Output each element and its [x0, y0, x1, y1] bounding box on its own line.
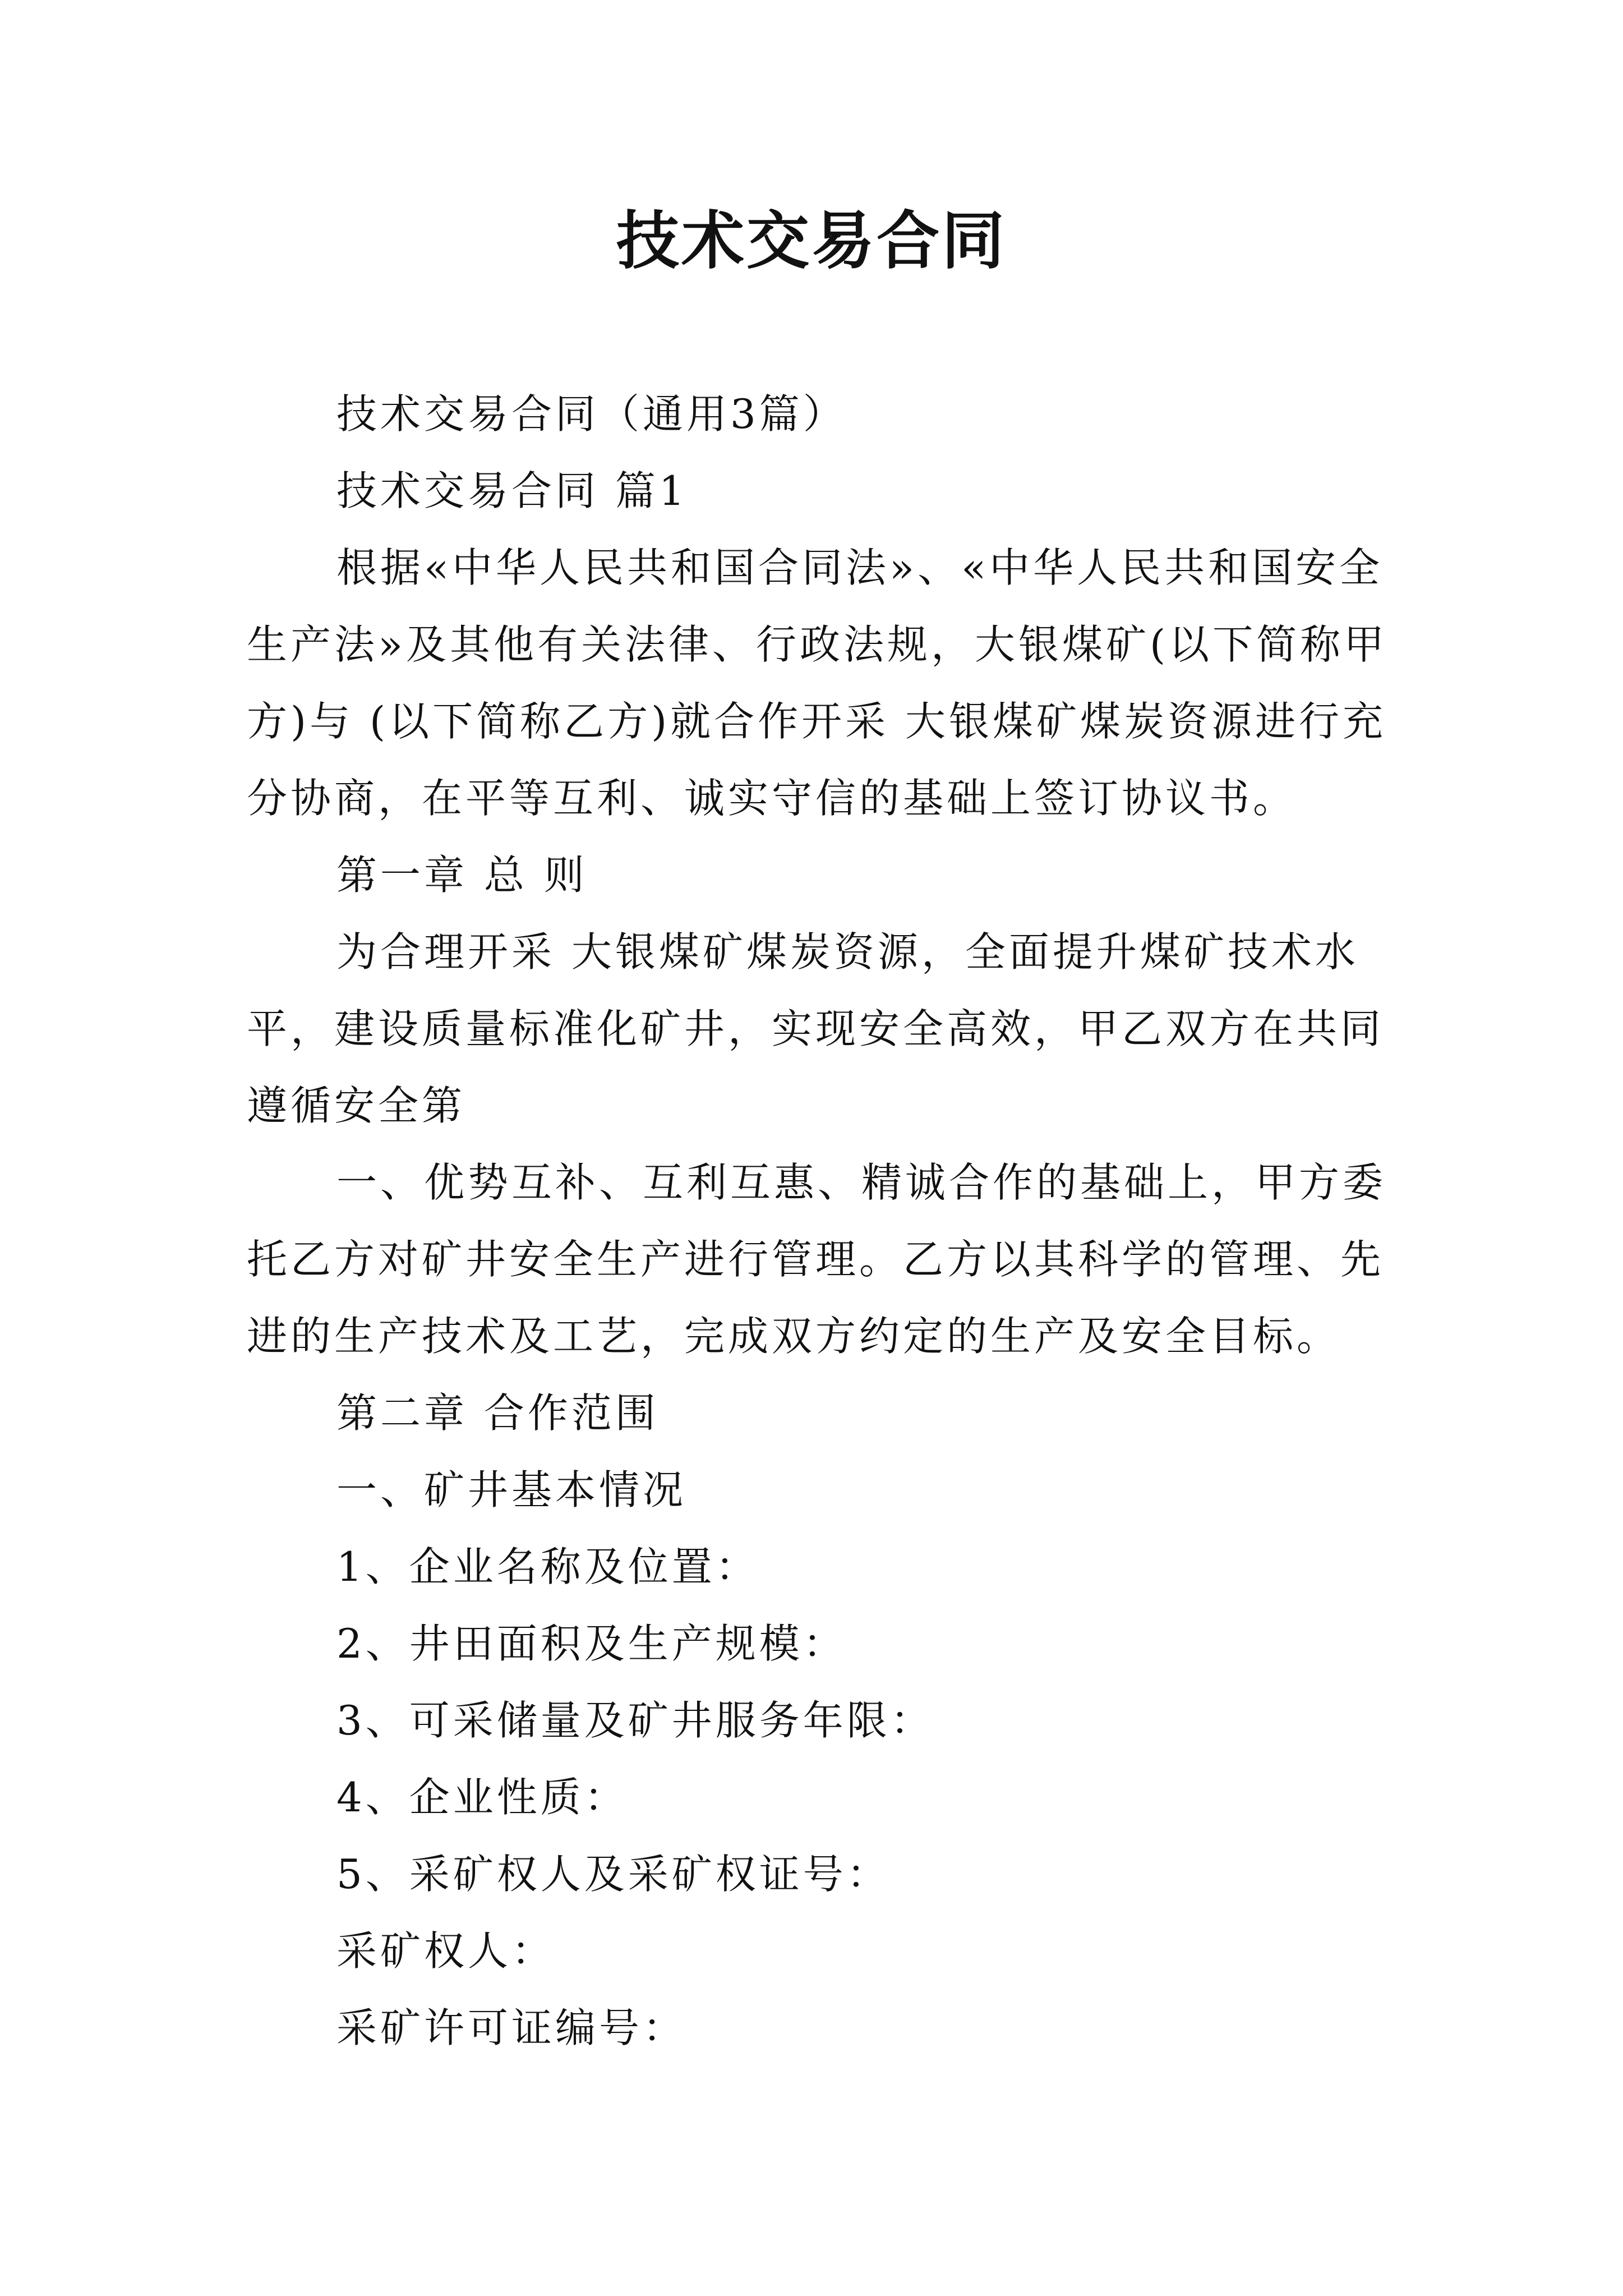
paragraph-item-5: 5、采矿权人及采矿权证号：: [336, 1851, 891, 1898]
paragraph-item-3: 3、可采储量及矿井服务年限：: [336, 1697, 934, 1744]
paragraph-chapter-1-heading: 第一章 总 则: [336, 852, 588, 899]
paragraph-mine-info-heading: 一、矿井基本情况: [336, 1466, 687, 1513]
paragraph-chapter-1-text: 为合理开采 大银煤矿煤炭资源，全面提升煤矿技术水平，建设质量标准化矿井，实现安全高效，甲乙双方在共同遵循安全第: [247, 928, 1385, 1129]
paragraph-item-4: 4、企业性质：: [336, 1774, 628, 1821]
paragraph-section-heading: 技术交易合同 篇1: [336, 467, 688, 514]
document-body: [247, 376, 1391, 2067]
document-title: 技术交易合同: [616, 204, 1007, 278]
paragraph-item-1: 1、企业名称及位置：: [336, 1543, 759, 1590]
paragraph-mining-license-number: 采矿许可证编号：: [336, 2004, 687, 2051]
paragraph-chapter-1-item-1: 一、优势互补、互利互惠、精诚合作的基础上，甲方委托乙方对矿井安全生产进行管理。乙方以其科学的管理、先进的生产技术及工艺，完成双方约定的生产及安全目标。: [247, 1159, 1387, 1360]
paragraph-preamble: 根据«中华人民共和国合同法»、«中华人民共和国安全生产法»及其他有关法律、行政法规，大银煤矿(以下简称甲方)与 (以下简称乙方)就合作开采 大银煤矿煤炭资源进行充分协商，在平等互利、诚实守信的基础上签订协议书。: [247, 544, 1388, 822]
paragraph-chapter-2-heading: 第二章 合作范围: [336, 1389, 659, 1437]
paragraph-subtitle: 技术交易合同（通用3篇）: [336, 390, 847, 438]
paragraph-mining-right-holder: 采矿权人：: [336, 1927, 556, 1975]
paragraph-item-2: 2、井田面积及生产规模：: [336, 1620, 847, 1667]
